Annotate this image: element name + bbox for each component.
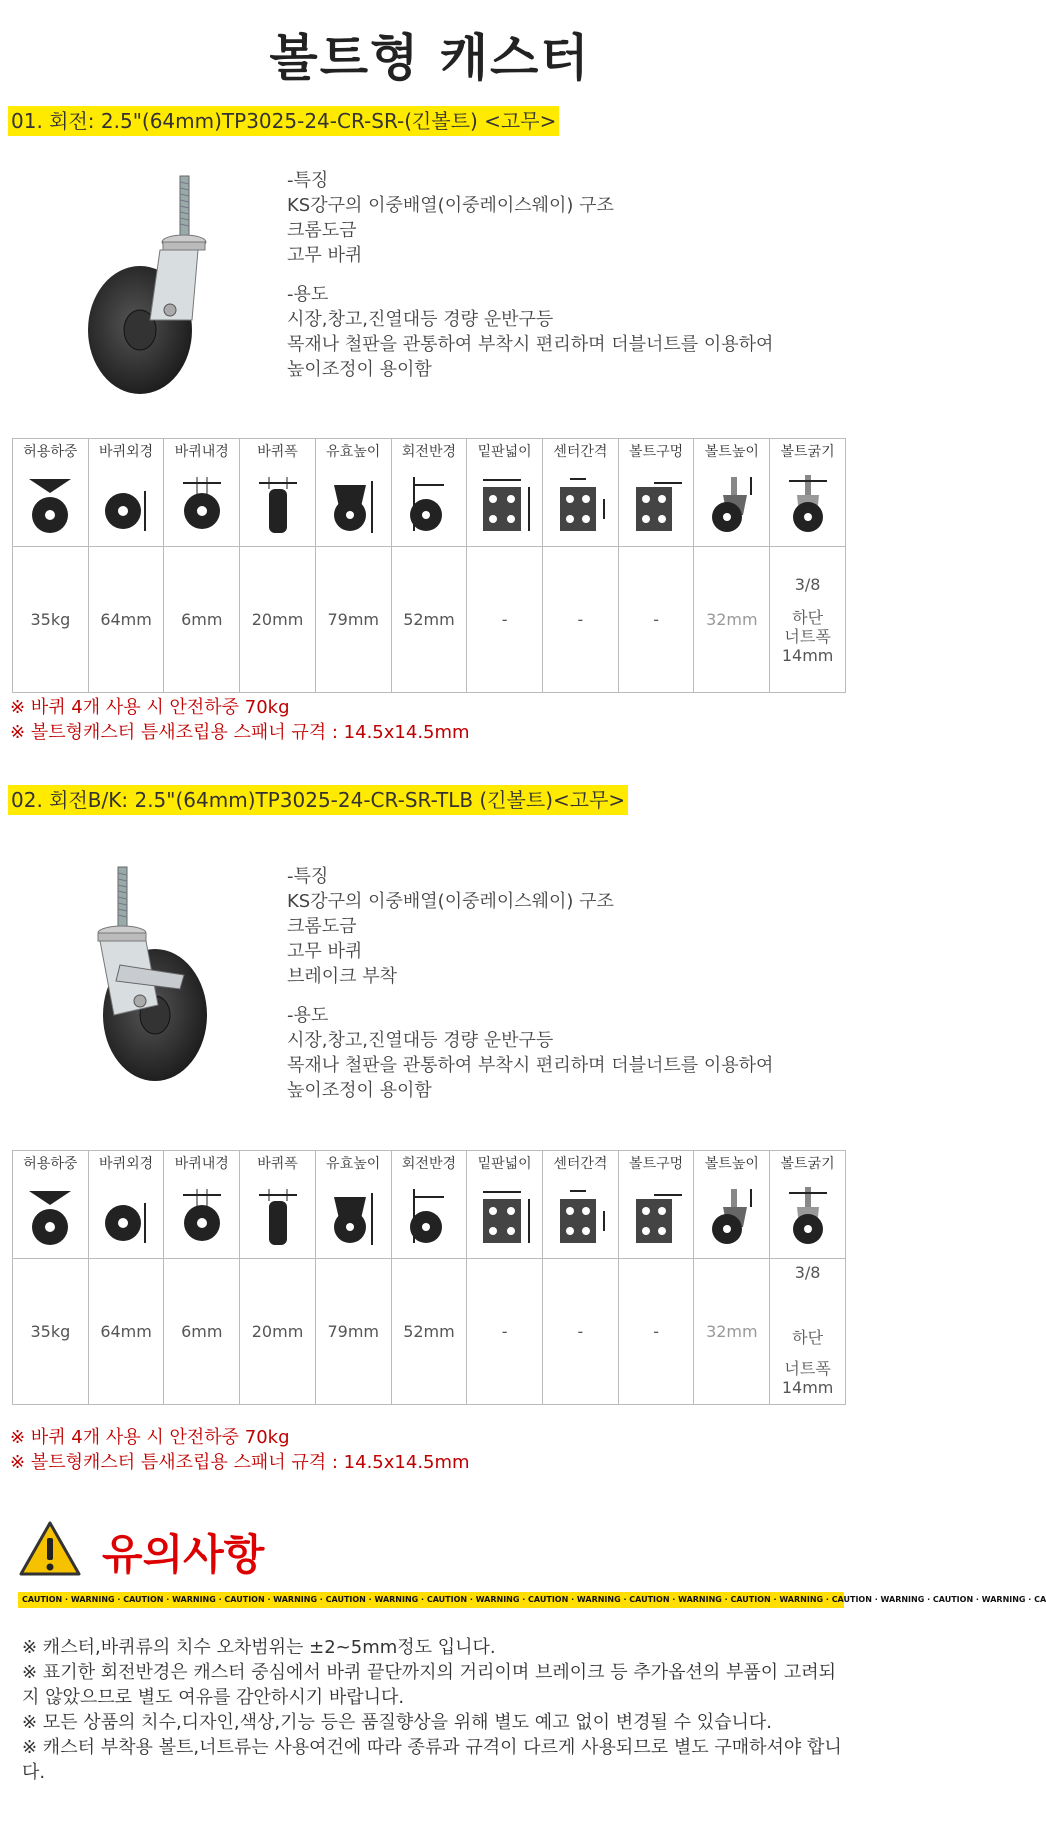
- warning-line: ※ 표기한 회전반경은 캐스터 중심에서 바퀴 끝단까지의 거리이며 브레이크 등 추가옵션의 부품이 고려되지 않았으므로 별도 여유를 감안하시기 바랍니다.: [22, 1662, 837, 1708]
- feature-line: 크롬도금: [287, 220, 357, 241]
- feature-line: 고무 바퀴: [287, 941, 363, 962]
- header-plate-size: 밑판넓이: [467, 439, 543, 547]
- wheel-inner-icon: [177, 471, 227, 535]
- features-title: -특징: [287, 866, 329, 887]
- header-effective-height: 유효높이: [315, 1151, 391, 1259]
- usage-title: -용도: [287, 1005, 329, 1026]
- header-swivel-radius: 회전반경: [391, 1151, 467, 1259]
- warning-line: ※ 캐스터 부착용 볼트,너트류는 사용여건에 따라 종류과 규격이 다르게 사용되므로 별도 구매하셔야 합니다.: [22, 1737, 842, 1783]
- spec-value-row: [13, 547, 846, 693]
- value-bolt-hole: -: [618, 547, 694, 693]
- header-swivel-radius: 회전반경: [391, 439, 467, 547]
- wheel-outer-icon: [101, 471, 151, 535]
- bolt-diameter-icon: [783, 471, 833, 535]
- spec-table: [12, 1150, 846, 1405]
- value-bolt-diameter: [770, 1259, 846, 1405]
- value-wheel-inner: 6mm: [164, 547, 240, 693]
- header-bolt-diameter: 볼트굵기: [770, 439, 846, 547]
- feature-line: 크롬도금: [287, 916, 357, 937]
- usage-line: 목재나 철판을 관통하여 부착시 편리하며 더블너트를 이용하여: [287, 1055, 774, 1076]
- center-distance-icon: [550, 1183, 610, 1247]
- spec-value-row: [13, 1259, 846, 1405]
- header-plate-size: 밑판넓이: [467, 1151, 543, 1259]
- spec-header-row: [13, 1151, 846, 1259]
- note-line: ※ 바퀴 4개 사용 시 안전하중 70kg: [10, 697, 290, 718]
- header-load: 허용하중: [13, 1151, 89, 1259]
- load-icon: [25, 1183, 75, 1247]
- feature-line: 고무 바퀴: [287, 245, 363, 266]
- bolt-nut-size: 14mm: [781, 645, 834, 665]
- bolt-height-icon: [707, 1183, 757, 1247]
- header-bolt-height: 볼트높이: [694, 439, 770, 547]
- value-swivel-radius: 52mm: [391, 547, 467, 693]
- plate-size-icon: [475, 1183, 535, 1247]
- wheel-width-icon: [253, 471, 303, 535]
- spec-table: [12, 438, 846, 693]
- header-wheel-width: 바퀴폭: [240, 1151, 316, 1259]
- note-line: ※ 바퀴 4개 사용 시 안전하중 70kg: [10, 1427, 290, 1448]
- value-effective-height: 79mm: [315, 1259, 391, 1405]
- spec-header-row: [13, 439, 846, 547]
- bolt-size: 3/8: [794, 574, 821, 594]
- header-wheel-outer: 바퀴외경: [88, 1151, 164, 1259]
- bolt-nut-label: 너트폭: [784, 1359, 831, 1378]
- value-load: 35kg: [13, 1259, 89, 1405]
- value-bolt-diameter: [770, 547, 846, 693]
- product-notes: [10, 695, 470, 745]
- value-load: 35kg: [13, 547, 89, 693]
- swivel-radius-icon: [404, 1183, 454, 1247]
- bolt-nut-size: 14mm: [781, 1378, 834, 1397]
- feature-line: KS강구의 이중배열(이중레이스웨이) 구조: [287, 195, 614, 216]
- usage-line: 시장,창고,진열대등 경량 운반구등: [287, 309, 554, 330]
- header-center-distance: 센터간격: [543, 1151, 619, 1259]
- usage-line: 시장,창고,진열대등 경량 운반구등: [287, 1030, 554, 1051]
- value-bolt-height: 32mm: [694, 547, 770, 693]
- product-features: [287, 168, 773, 382]
- product-heading: 02. 회전B/K: 2.5"(64mm)TP3025-24-CR-SR-TLB (긴볼트)<고무>: [8, 785, 628, 815]
- bolt-hole-icon: [626, 471, 686, 535]
- value-bolt-hole: -: [618, 1259, 694, 1405]
- value-effective-height: 79mm: [315, 547, 391, 693]
- header-wheel-outer: 바퀴외경: [88, 439, 164, 547]
- value-plate-size: -: [467, 1259, 543, 1405]
- bolt-size: 3/8: [794, 1263, 821, 1282]
- warning-title: 유의사항: [102, 1530, 265, 1579]
- header-center-distance: 센터간격: [543, 439, 619, 547]
- bolt-height-icon: [707, 471, 757, 535]
- product-notes: [10, 1425, 470, 1475]
- swivel-radius-icon: [404, 471, 454, 535]
- features-title: -특징: [287, 170, 329, 191]
- product-heading: 01. 회전: 2.5"(64mm)TP3025-24-CR-SR-(긴볼트) <고무>: [8, 106, 559, 136]
- header-wheel-inner: 바퀴내경: [164, 1151, 240, 1259]
- note-line: ※ 볼트형캐스터 틈새조립용 스패너 규격 : 14.5x14.5mm: [10, 1452, 470, 1473]
- header-bolt-hole: 볼트구멍: [618, 439, 694, 547]
- header-bolt-height: 볼트높이: [694, 1151, 770, 1259]
- product-features: [287, 864, 773, 1103]
- header-effective-height: 유효높이: [315, 439, 391, 547]
- effective-height-icon: [328, 1183, 378, 1247]
- caution-tape: CAUTION · WARNING · CAUTION · WARNING · CAUTION · WARNING · CAUTION · WARNING · CAUTION · WARNING · CAUTION · WARNING · CAUTION · WARNING · CAUTION · WARNING · CAUTION · WARNING · CAUTION · WARNING · CA: [18, 1592, 844, 1608]
- value-swivel-radius: 52mm: [391, 1259, 467, 1405]
- warning-line: ※ 캐스터,바퀴류의 치수 오차범위는 ±2~5mm정도 입니다.: [22, 1637, 496, 1658]
- wheel-width-icon: [253, 1183, 303, 1247]
- header-load: 허용하중: [13, 439, 89, 547]
- feature-line: 브레이크 부착: [287, 966, 398, 987]
- value-center-distance: -: [543, 547, 619, 693]
- warning-line: ※ 모든 상품의 치수,디자인,색상,기능 등은 품질향상을 위해 별도 예고 없이 변경될 수 있습니다.: [22, 1712, 772, 1733]
- wheel-outer-icon: [101, 1183, 151, 1247]
- load-icon: [25, 471, 75, 535]
- bolt-nut-label: 너트폭: [784, 626, 831, 646]
- value-bolt-height: 32mm: [694, 1259, 770, 1405]
- bolt-diameter-icon: [783, 1183, 833, 1247]
- bolt-lower-label: 하단: [792, 607, 824, 627]
- value-wheel-outer: 64mm: [88, 1259, 164, 1405]
- usage-title: -용도: [287, 284, 329, 305]
- header-bolt-hole: 볼트구멍: [618, 1151, 694, 1259]
- wheel-inner-icon: [177, 1183, 227, 1247]
- plate-size-icon: [475, 471, 535, 535]
- header-wheel-width: 바퀴폭: [240, 439, 316, 547]
- feature-line: KS강구의 이중배열(이중레이스웨이) 구조: [287, 891, 614, 912]
- value-wheel-width: 20mm: [240, 547, 316, 693]
- note-line: ※ 볼트형캐스터 틈새조립용 스패너 규격 : 14.5x14.5mm: [10, 722, 470, 743]
- usage-line: 높이조정이 용이함: [287, 1080, 432, 1101]
- warning-notes: [22, 1635, 842, 1785]
- value-wheel-width: 20mm: [240, 1259, 316, 1405]
- caster-brake-image: [80, 865, 220, 1095]
- header-wheel-inner: 바퀴내경: [164, 439, 240, 547]
- value-center-distance: -: [543, 1259, 619, 1405]
- value-plate-size: -: [467, 547, 543, 693]
- page-title: 볼트형 캐스터: [269, 29, 591, 87]
- effective-height-icon: [328, 471, 378, 535]
- header-bolt-diameter: 볼트굵기: [770, 1151, 846, 1259]
- value-wheel-outer: 64mm: [88, 547, 164, 693]
- usage-line: 목재나 철판을 관통하여 부착시 편리하며 더블너트를 이용하여: [287, 334, 774, 355]
- center-distance-icon: [550, 471, 610, 535]
- caster-image: [80, 170, 220, 400]
- usage-line: 높이조정이 용이함: [287, 359, 432, 380]
- bolt-lower-label: 하단: [792, 1328, 824, 1347]
- bolt-hole-icon: [626, 1183, 686, 1247]
- warning-triangle-icon: [18, 1520, 82, 1578]
- value-wheel-inner: 6mm: [164, 1259, 240, 1405]
